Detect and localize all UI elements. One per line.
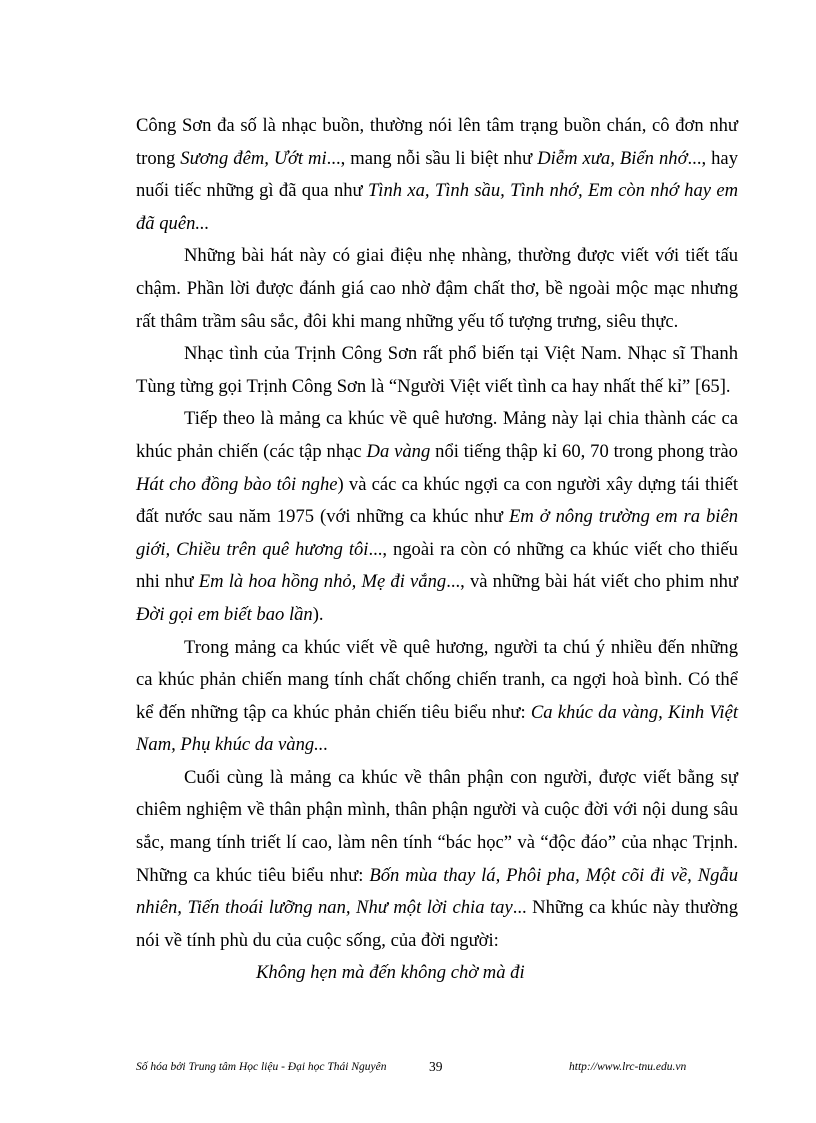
italic-title-text: Da vàng bbox=[366, 440, 431, 462]
italic-title-text: Đời gọi em biết bao lần bbox=[136, 603, 313, 625]
page-footer bbox=[136, 1061, 738, 1077]
paragraph bbox=[136, 240, 738, 338]
italic-title-text: Tình xa, Tình sầu, Tình nhớ, Em còn nhớ hay em đã quên... bbox=[136, 180, 738, 234]
paragraph-text: ... Những ca khúc này thường nói về tính phù du của cuộc sống, của đời người: bbox=[136, 897, 739, 951]
italic-title-text: Ca khúc da vàng, Kinh Việt Nam, Phụ khúc da vàng... bbox=[136, 701, 738, 756]
paragraph-text: Cuối cùng là mảng ca khúc về thân phận con người, được viết bằng sự chiêm nghiệm về thân phận mình, thân phận người và cuộc đời với nội dung sâu sắc, mang tính triết lí cao, làm nên tính “bác học” và “độc đáo” của nhạc Trịnh. Những ca khúc tiêu biểu như: bbox=[136, 766, 738, 886]
paragraph bbox=[136, 762, 738, 958]
paragraph bbox=[136, 632, 738, 762]
paragraph-text: Tiếp theo là mảng ca khúc về quê hương. Mảng này lại chia thành các ca khúc phản chiến (các tập nhạc bbox=[136, 408, 738, 462]
paragraph-text: Những bài hát này có giai điệu nhẹ nhàng, thường được viết với tiết tấu chậm. Phần lời được đánh giá cao nhờ đậm chất thơ, bề ngoài mộc mạc nhưng rất thâm trầm sâu sắc, đôi khi mang những yếu tố tượng trưng, siêu thực. bbox=[136, 245, 738, 332]
paragraph-text: ..., hay nuối tiếc những gì đã qua như bbox=[136, 147, 738, 202]
paragraph bbox=[136, 403, 738, 631]
italic-title-text: Em là hoa hồng nhỏ, Mẹ đi vắng bbox=[198, 571, 447, 593]
italic-title-text: Hát cho đồng bào tôi nghe bbox=[136, 473, 338, 495]
paragraph-text: Trong mảng ca khúc viết về quê hương, người ta chú ý nhiều đến những ca khúc phản chiến mang tính chất chống chiến tranh, ca ngợi hoà bình. Có thể kể đến những tập ca khúc phản chiến tiêu biểu như: bbox=[136, 636, 738, 723]
paragraph bbox=[136, 110, 738, 240]
italic-title-text: Sương đêm, Ướt mi bbox=[180, 147, 327, 169]
footer-url: http://www.lrc-tnu.edu.vn bbox=[569, 1061, 687, 1073]
paragraph-text: ..., ngoài ra còn có những ca khúc viết cho thiếu nhi như bbox=[136, 538, 738, 593]
italic-title-text: Diễm xưa, Biển nhớ bbox=[537, 147, 688, 169]
paragraph-text: Công Sơn đa số là nhạc buồn, thường nói lên tâm trạng buồn chán, cô đơn như trong bbox=[136, 115, 738, 169]
italic-title-text: Bốn mùa thay lá, Phôi pha, Một cõi đi về, Ngẫu nhiên, Tiến thoái lưỡng nan, Như một lời chia tay bbox=[136, 864, 738, 919]
paragraph-text: nổi tiếng thập kỉ 60, 70 trong phong trào bbox=[430, 440, 738, 462]
body-text bbox=[136, 110, 738, 990]
footer-source: Số hóa bởi Trung tâm Học liệu - Đại học Thái Nguyên bbox=[136, 1061, 387, 1073]
verse-line: Không hẹn mà đến không chờ mà đi bbox=[256, 962, 525, 984]
paragraph-text: ) và các ca khúc ngợi ca con người xây dựng tái thiết đất nước sau năm 1975 (với những ca khúc như bbox=[136, 473, 738, 528]
paragraph bbox=[136, 338, 738, 403]
page-number: 39 bbox=[429, 1059, 443, 1074]
paragraph-text: Nhạc tình của Trịnh Công Sơn rất phổ biến tại Việt Nam. Nhạc sĩ Thanh Tùng từng gọi Trịnh Công Sơn là “Người Việt viết tình ca hay nhất thế kỉ” [65]. bbox=[136, 343, 738, 397]
paragraph-text: ..., và những bài hát viết cho phim như bbox=[446, 571, 738, 593]
paragraph-text: ..., mang nỗi sầu li biệt như bbox=[326, 147, 538, 169]
italic-title-text: Em ở nông trường em ra biên giới, Chiều trên quê hương tôi bbox=[136, 506, 739, 560]
paragraph-text: ). bbox=[312, 603, 324, 625]
